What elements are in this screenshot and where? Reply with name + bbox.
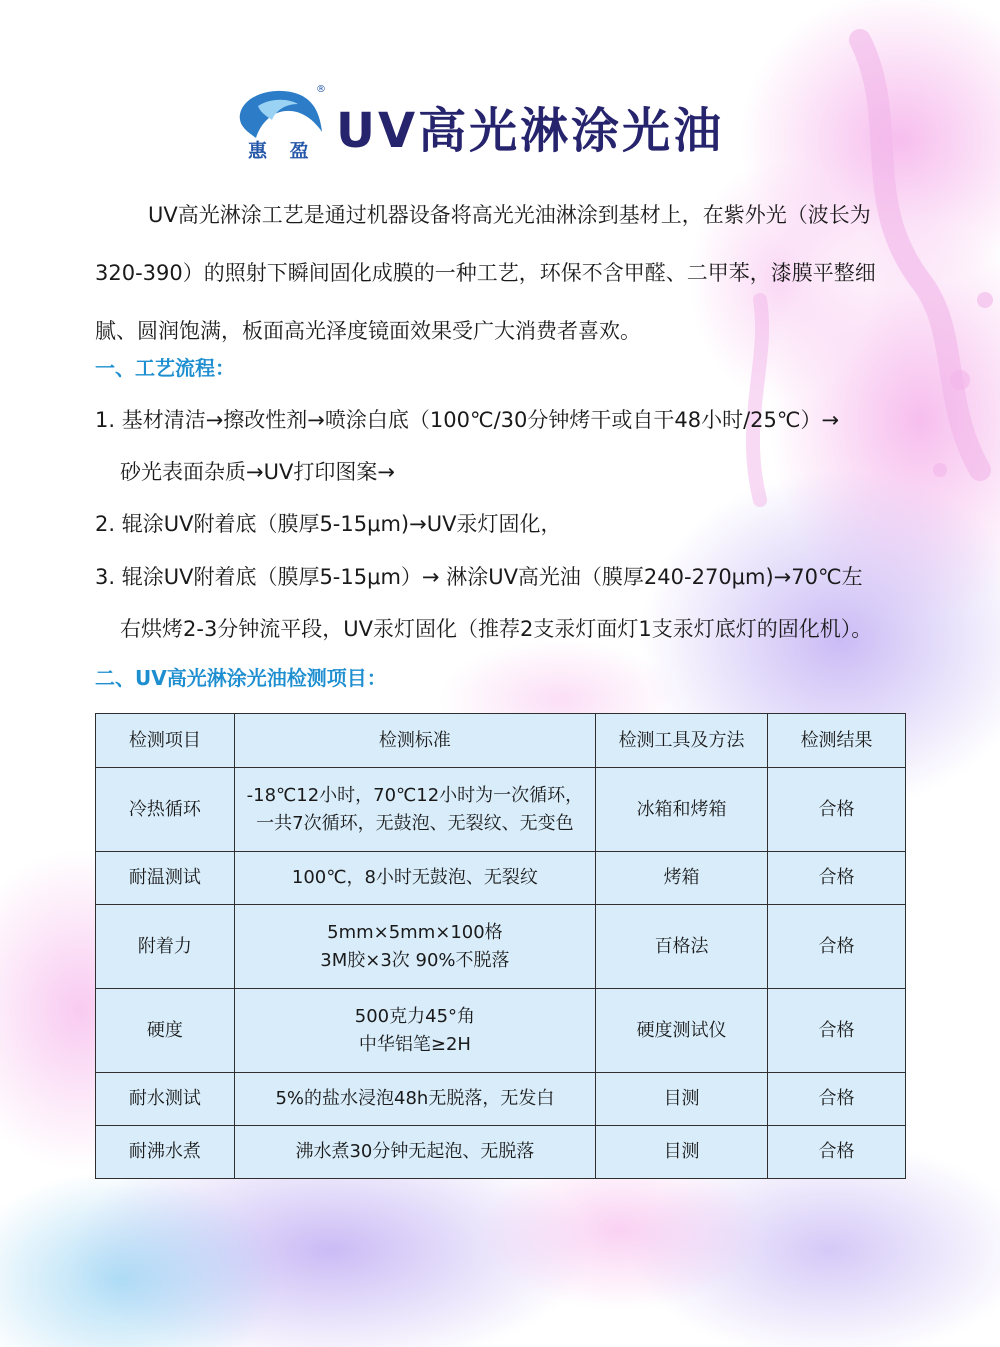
table-row	[96, 905, 906, 989]
table-row	[96, 768, 906, 852]
column-header: 检测结果	[768, 714, 906, 768]
test-result-cell: 合格	[768, 905, 906, 989]
table-header-row	[96, 714, 906, 768]
test-items-table	[95, 713, 906, 1179]
process-step-3: 3. 辊涂UV附着底（膜厚5-15μm）→ 淋涂UV高光油（膜厚240-270μm)→70℃左	[95, 565, 863, 589]
standard-line: 沸水煮30分钟无起泡、无脱落	[295, 1141, 535, 1162]
section-heading-process: 一、工艺流程：	[95, 356, 235, 380]
process-step-3-continued: 右烘烤2-3分钟流平段，UV汞灯固化（推荐2支汞灯面灯1支汞灯底灯的固化机）。	[120, 617, 873, 641]
test-item-cell: 硬度	[96, 989, 235, 1073]
test-method-cell: 硬度测试仪	[595, 989, 767, 1073]
test-item-cell: 耐水测试	[96, 1073, 235, 1126]
brand-name: 惠 盈	[248, 140, 317, 162]
process-step-2: 2. 辊涂UV附着底（膜厚5-15μm)→UV汞灯固化，	[95, 512, 562, 536]
standard-line: 一共7次循环，无鼓泡、无裂纹、无变色	[256, 812, 574, 834]
table-row	[96, 852, 906, 905]
standard-line: 中华铝笔≥2H	[358, 1033, 471, 1055]
test-method-cell: 百格法	[595, 905, 767, 989]
test-standard-cell	[234, 852, 595, 905]
standard-line: 5mm×5mm×100格	[327, 921, 503, 943]
test-result-cell: 合格	[768, 768, 906, 852]
registered-mark: ®	[316, 84, 326, 95]
test-method-cell: 烤箱	[595, 852, 767, 905]
header	[236, 84, 796, 164]
process-step-1-continued: 砂光表面杂质→UV打印图案→	[120, 460, 395, 484]
column-header: 检测标准	[234, 714, 595, 768]
test-method-cell: 目测	[595, 1073, 767, 1126]
intro-paragraph: UV高光淋涂工艺是通过机器设备将高光光油淋涂到基材上，在紫外光（波长为320-390）的照射下瞬间固化成膜的一种工艺，环保不含甲醛、二甲苯，漆膜平整细腻、圆润饱满，板面高光泽度镜面效果受广大消费者喜欢。	[95, 203, 876, 343]
test-item-cell: 附着力	[96, 905, 235, 989]
standard-line: -18℃12小时，70℃12小时为一次循环，	[246, 784, 584, 806]
test-standard-cell	[234, 989, 595, 1073]
column-header: 检测项目	[96, 714, 235, 768]
table-row	[96, 1126, 906, 1179]
test-result-cell: 合格	[768, 1073, 906, 1126]
test-result-cell: 合格	[768, 989, 906, 1073]
page-title: UV高光淋涂光油	[336, 103, 725, 159]
standard-line: 5%的盐水浸泡48h无脱落，无发白	[275, 1088, 555, 1109]
test-result-cell: 合格	[768, 852, 906, 905]
test-item-cell: 耐温测试	[96, 852, 235, 905]
test-item-cell: 冷热循环	[96, 768, 235, 852]
test-standard-cell	[234, 905, 595, 989]
standard-line: 100℃，8小时无鼓泡、无裂纹	[291, 867, 538, 888]
test-standard-cell	[234, 1073, 595, 1126]
standard-line: 3M胶×3次 90%不脱落	[320, 949, 510, 971]
test-standard-cell	[234, 768, 595, 852]
test-standard-cell	[234, 1126, 595, 1179]
brand-logo	[236, 84, 332, 162]
test-item-cell: 耐沸水煮	[96, 1126, 235, 1179]
test-result-cell: 合格	[768, 1126, 906, 1179]
test-method-cell: 冰箱和烤箱	[595, 768, 767, 852]
table-row	[96, 1073, 906, 1126]
process-step-1: 1. 基材清洁→擦改性剂→喷涂白底（100℃/30分钟烤干或自干48小时/25℃）→	[95, 408, 840, 432]
table-row	[96, 989, 906, 1073]
column-header: 检测工具及方法	[595, 714, 767, 768]
test-method-cell: 目测	[595, 1126, 767, 1179]
section-heading-tests: 二、UV高光淋涂光油检测项目：	[95, 666, 387, 690]
standard-line: 500克力45°角	[354, 1005, 476, 1027]
